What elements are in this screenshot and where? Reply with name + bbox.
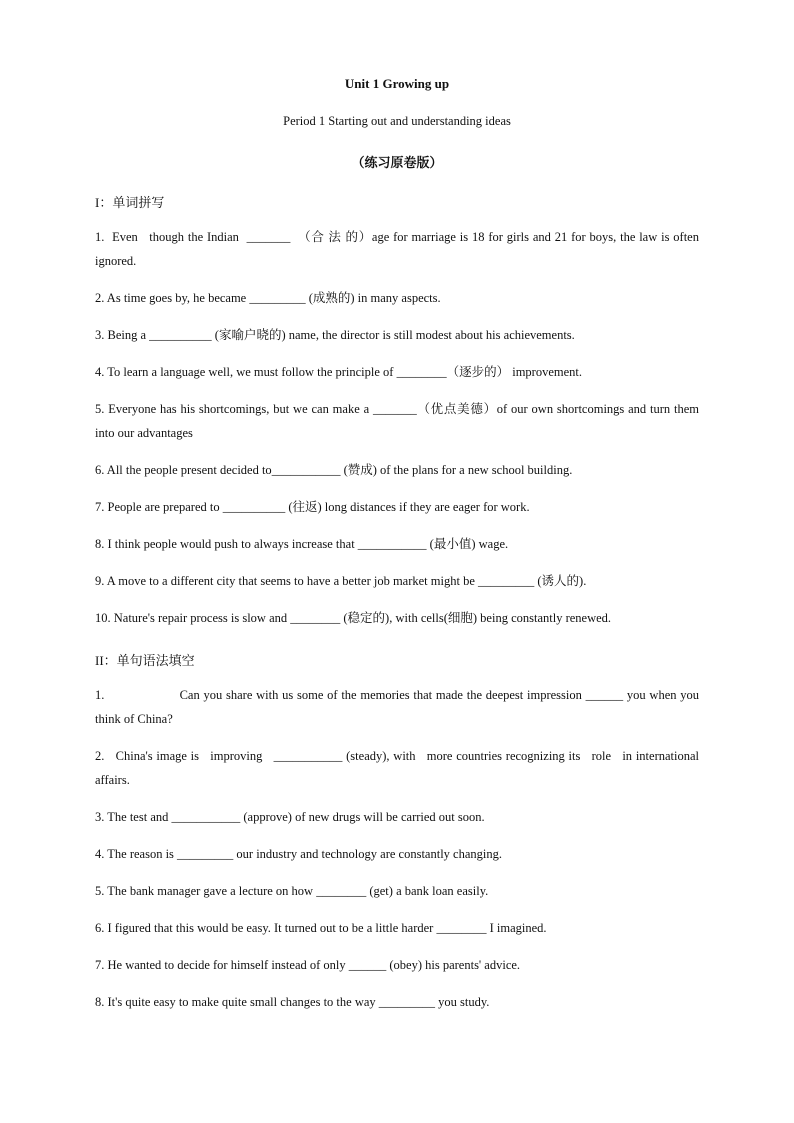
question-text-before: 6. I figured that this would be easy. It turned out to be a little harder (95, 921, 437, 935)
question-item (95, 683, 703, 731)
question-text-before: 4. To learn a language well, we must follow the principle of (95, 365, 397, 379)
question-item (95, 360, 699, 384)
question-text-before: 7. People are prepared to (95, 500, 223, 514)
question-text-after: (稳定的), with cells(细胞) being constantly renewed. (340, 611, 612, 625)
question-text-before: 10. Nature's repair process is slow and (95, 611, 291, 625)
question-text-after: you study. (435, 995, 490, 1009)
question-text-before: 3. The test and (95, 810, 172, 824)
question-item (95, 323, 699, 347)
page-subtitle: Period 1 Starting out and understanding ideas (283, 114, 511, 128)
section2-question-list (95, 683, 703, 1014)
question-text-after: (approve) of new drugs will be carried out soon. (240, 810, 485, 824)
answer-blank[interactable]: ______ (348, 958, 387, 972)
question-text-after: （合 法 的）age for marriage is 18 for girls and 21 for boys, the law is often ignored. (95, 230, 703, 268)
question-text-before: 6. All the people present decided to (95, 463, 272, 477)
question-text-after: （逐步的） improvement. (446, 365, 582, 379)
question-item (95, 842, 699, 866)
answer-blank[interactable]: ___________ (273, 749, 343, 763)
question-text-after: (赞成) of the plans for a new school building. (340, 463, 573, 477)
question-item (95, 879, 699, 903)
question-text-after: (get) a bank loan easily. (366, 884, 489, 898)
question-text-after: (成熟的) in many aspects. (305, 291, 441, 305)
answer-blank[interactable]: __________ (149, 328, 212, 342)
question-item (95, 286, 699, 310)
answer-blank[interactable]: ___________ (271, 463, 341, 477)
question-text-before: 9. A move to a different city that seems to have a better job market might be (95, 574, 478, 588)
question-item (95, 606, 699, 630)
section1-heading: I：单词拼写 (95, 195, 165, 210)
question-text-after: (家喻户晓的) name, the director is still modest about his achievements. (211, 328, 575, 342)
question-text-after: you when you think of China? (95, 688, 703, 726)
question-item (95, 495, 699, 519)
question-item (95, 569, 699, 593)
question-text-before: 8. It's quite easy to make quite small changes to the way (95, 995, 379, 1009)
question-item (95, 805, 699, 829)
section2-heading: II：单句语法填空 (95, 653, 195, 668)
answer-blank[interactable]: _________ (478, 574, 535, 588)
answer-blank[interactable]: __________ (222, 500, 286, 514)
answer-blank[interactable]: ________ (436, 921, 487, 935)
question-text-after: (诱人的). (534, 574, 587, 588)
question-item (95, 397, 703, 445)
answer-blank[interactable]: ______ (585, 688, 624, 702)
question-text-after: (最小值) wage. (426, 537, 509, 551)
question-item (95, 953, 699, 977)
question-item (95, 990, 699, 1014)
answer-blank[interactable]: ___________ (171, 810, 241, 824)
section1-question-list (95, 225, 703, 630)
question-text-after: (往返) long distances if they are eager for work. (285, 500, 530, 514)
question-text-before: 2. China's image is improving (95, 749, 274, 763)
question-text-before: 5. The bank manager gave a lecture on how (95, 884, 317, 898)
question-item (95, 225, 703, 273)
question-text-after: I imagined. (486, 921, 547, 935)
question-text-before: 4. The reason is (95, 847, 178, 861)
question-text-after: our industry and technology are constantly changing. (233, 847, 502, 861)
question-text-before: 1. Even though the Indian (95, 230, 247, 244)
question-item (95, 744, 703, 792)
answer-blank[interactable]: _______ (372, 402, 417, 416)
question-text-before: 7. He wanted to decide for himself instead of only (95, 958, 349, 972)
question-text-before: 5. Everyone has his shortcomings, but we can make a (95, 402, 373, 416)
question-text-before: 8. I think people would push to always increase that (95, 537, 358, 551)
answer-blank[interactable]: _________ (177, 847, 234, 861)
question-item (95, 458, 699, 482)
answer-blank[interactable]: _________ (249, 291, 306, 305)
question-item (95, 916, 699, 940)
question-text-after: (steady), with more countries recognizing its role in international affairs. (95, 749, 703, 787)
answer-blank[interactable]: ________ (396, 365, 447, 379)
answer-blank[interactable]: ________ (316, 884, 367, 898)
question-text-after: (obey) his parents' advice. (386, 958, 521, 972)
answer-blank[interactable]: _________ (378, 995, 436, 1009)
answer-blank[interactable]: ________ (290, 611, 341, 625)
page-title: Unit 1 Growing up (344, 76, 450, 91)
question-text-before: 3. Being a (95, 328, 150, 342)
edition-label: （练习原卷版） (351, 155, 443, 170)
question-text-before: 1. Can you share with us some of the memories that made the deepest impression (95, 688, 586, 702)
question-text-before: 2. As time goes by, he became (95, 291, 250, 305)
answer-blank[interactable]: ___________ (357, 537, 427, 551)
question-item (95, 532, 699, 556)
answer-blank[interactable]: _______ (246, 230, 291, 244)
question-text-after: （优点美德）of our own shortcomings and turn them into our advantages (95, 402, 703, 440)
